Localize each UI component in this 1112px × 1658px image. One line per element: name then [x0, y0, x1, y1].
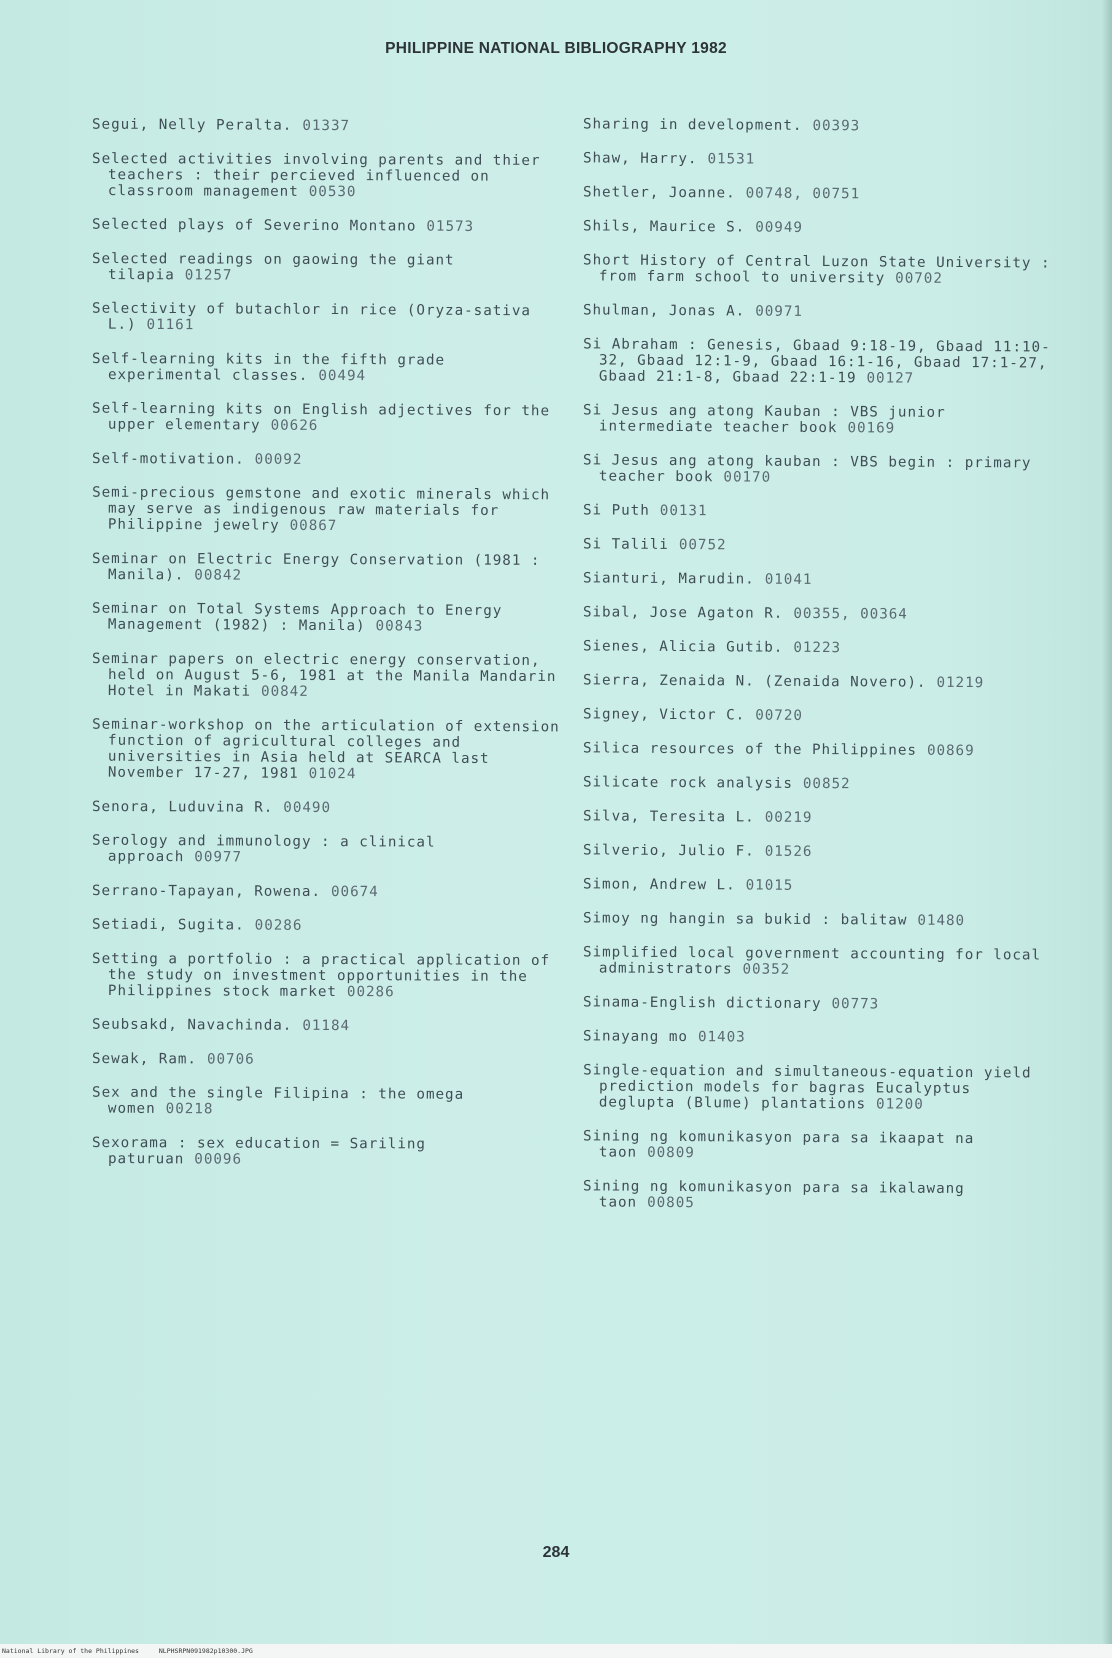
page-edge-shadow — [1102, 0, 1112, 1658]
left-column — [92, 118, 562, 1186]
entry: Simon, Andrew L. 01015 — [582, 876, 794, 894]
entry: Si Jesus ang atong kauban : VBS begin : primary teacher book 00170 — [583, 452, 1032, 486]
entry: Si Puth 00131 — [582, 502, 708, 520]
entry: Shulman, Jonas A. 00971 — [582, 302, 803, 320]
entry: Short History of Central Luzon State University : from farm school to university 00702 — [583, 252, 1051, 287]
entry: Setting a portfolio : a practical application of the study on investment opportunities in the Philippines stock market 00286 — [92, 950, 551, 1001]
entry: Sining ng komunikasyon para sa ikalawang taon 00805 — [583, 1178, 965, 1212]
entry: Silica resources of the Philippines 00869 — [582, 740, 975, 760]
entry: Self-learning kits on English adjectives for the upper elementary 00626 — [92, 400, 551, 434]
entry: Seminar on Total Systems Approach to Energy Management (1982) : Manila) 00843 — [92, 600, 503, 635]
footer-filename: NLPHSRPN091982p10300.JPG — [158, 1647, 253, 1655]
entry: Selected activities involving parents and thier teachers : their percieved influenced on classroom management 00530 — [92, 150, 541, 201]
entry: Single-equation and simultaneous-equation yield prediction models for bagras Eucalyptus deglupta (Blume) plantations 01200 — [583, 1062, 1032, 1113]
entry: Setiadi, Sugita. 00286 — [91, 916, 303, 934]
entry: Semi-precious gemstone and exotic minerals which may serve as indigenous raw materials for Philippine jewelry 00867 — [92, 484, 551, 535]
entry: Si Talili 00752 — [582, 536, 727, 554]
entry: Shetler, Joanne. 00748, 00751 — [582, 184, 861, 203]
entry: Sexorama : sex education = Sariling paturuan 00096 — [92, 1134, 427, 1168]
right-column — [583, 118, 1053, 1230]
entry: Simoy ng hangin sa bukid : balitaw 01480 — [582, 910, 966, 930]
entry: Serology and immunology : a clinical approach 00977 — [92, 832, 436, 866]
entry: Segui, Nelly Peralta. 01337 — [91, 116, 351, 135]
entry: Sex and the single Filipina : the omega women 00218 — [92, 1084, 465, 1118]
page-number: 284 — [542, 1544, 570, 1561]
entry: Seminar on Electric Energy Conservation (1981 : Manila). 00842 — [92, 550, 541, 584]
scan-footer — [0, 1644, 1112, 1658]
entry: Sierra, Zenaida N. (Zenaida Novero). 01219 — [582, 672, 985, 692]
entry: Seminar papers on electric energy conservation, held on August 5-6, 1981 at the Manila Mandarin Hotel in Makati 00842 — [92, 650, 557, 700]
page-header: PHILIPPINE NATIONAL BIBLIOGRAPHY 1982 — [385, 40, 727, 57]
entry: Selectivity of butachlor in rice (Oryza-sativa L.) 01161 — [92, 300, 532, 334]
entry: Sibal, Jose Agaton R. 00355, 00364 — [582, 604, 908, 623]
entry: Sewak, Ram. 00706 — [91, 1050, 255, 1068]
entry: Shils, Maurice S. 00949 — [582, 218, 803, 236]
entry: Serrano-Tapayan, Rowena. 00674 — [91, 882, 379, 901]
entry: Simplified local government accounting for local administrators 00352 — [583, 944, 1042, 978]
entry: Silicate rock analysis 00852 — [582, 774, 851, 793]
footer-library: National Library of the Philippines — [2, 1647, 139, 1655]
entry: Sharing in development. 00393 — [582, 116, 861, 135]
entry: Seubsakd, Navachinda. 01184 — [91, 1016, 351, 1035]
entry: Si Abraham : Genesis, Gbaad 9:18-19, Gbaad 11:10-32, Gbaad 12:1-9, Gbaad 16:1-16, Gbaad 17:1-27, Gbaad 21:1-8, Gbaad 22:1-19 00127 — [583, 336, 1051, 387]
entry: Sinayang mo 01403 — [582, 1028, 746, 1046]
entry: Selected plays of Severino Montano 01573 — [91, 216, 475, 235]
entry: Sinama-English dictionary 00773 — [582, 994, 880, 1013]
entry: Seminar-workshop on the articulation of extension function of agricultural colleges and universities in Asia held at SEARCA last November 17-27, 1981 01024 — [92, 716, 560, 783]
entry: Silverio, Julio F. 01526 — [582, 842, 813, 860]
entry: Sienes, Alicia Gutib. 01223 — [582, 638, 842, 657]
entry: Si Jesus ang atong Kauban : VBS junior intermediate teacher book 00169 — [583, 402, 946, 437]
entry: Self-motivation. 00092 — [91, 450, 303, 468]
entry: Senora, Luduvina R. 00490 — [91, 798, 332, 817]
entry: Shaw, Harry. 01531 — [582, 150, 756, 168]
entry: Signey, Victor C. 00720 — [582, 706, 803, 724]
entry: Self-learning kits in the fifth grade experimental classes. 00494 — [92, 350, 446, 385]
entry: Sianturi, Marudin. 01041 — [582, 570, 813, 588]
entry: Selected readings on gaowing the giant tilapia 01257 — [92, 250, 455, 284]
entry: Sining ng komunikasyon para sa ikaapat na taon 00809 — [583, 1128, 975, 1162]
entry: Silva, Teresita L. 00219 — [582, 808, 813, 826]
